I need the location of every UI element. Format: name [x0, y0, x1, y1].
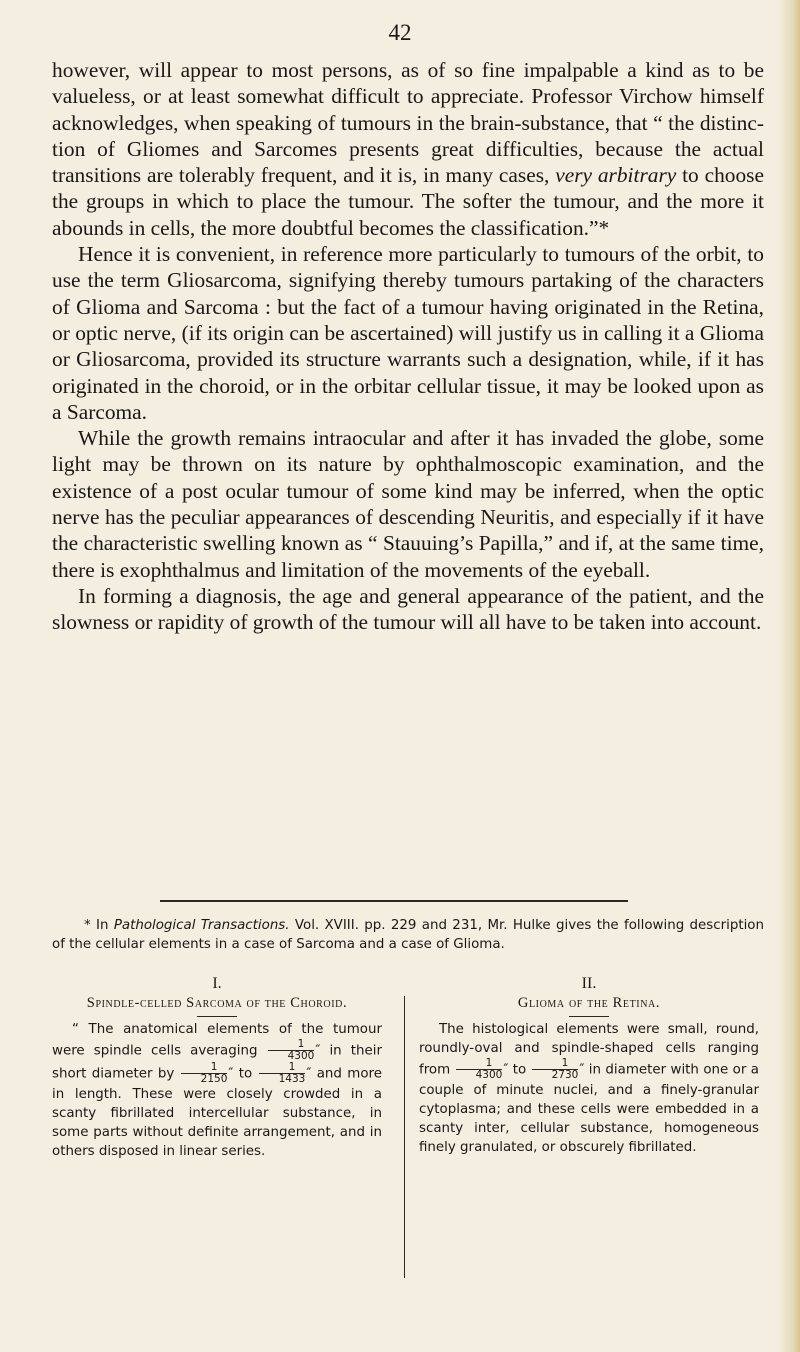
fraction-numerator: 1	[532, 1058, 579, 1070]
column-text: ″ to	[228, 1066, 258, 1082]
fraction-denominator: 4300	[287, 1050, 315, 1062]
paragraph-text: While the growth remains intraocular and after it has invaded the globe, some light may be thrown on its nature by ophthalmoscopic examination, and the existence of a post ocular tumour of some kind may be inferred, when the optic nerve has the peculiar appearances of descending Neuritis, and especially if it have the characteristic swelling known as “ Stauuing’s Papilla,” and if, at the same time, there is exophthalmus and limitation of the movements of the eyeball.	[52, 426, 764, 582]
fraction	[268, 1039, 315, 1062]
column-divider	[404, 996, 405, 1278]
page-edge-shadow	[778, 0, 800, 1352]
paragraph-text: to choose the groups in which to place the tumour. The softer the tumour, and the more it abounds in cells, the more doubtful becomes the classification.”*	[52, 163, 764, 240]
journal-title: Pathological Transactions.	[113, 918, 290, 933]
footnote-text	[52, 916, 764, 954]
italic-phrase: very arbitrary	[555, 163, 677, 188]
fraction-numerator: 1	[259, 1062, 306, 1074]
fraction	[456, 1058, 503, 1081]
footnote	[52, 916, 764, 954]
paragraph-2	[52, 241, 764, 425]
fraction-denominator: 4300	[475, 1069, 503, 1081]
column-text: ″ and more in length. These were closely crowded in a scanty fibrillated intercellular substance, in some parts without definite arrangement, and in others disposed in linear series.	[52, 1066, 382, 1159]
fraction-numerator: 1	[456, 1058, 503, 1070]
fraction	[259, 1062, 306, 1085]
paragraph-3	[52, 425, 764, 583]
footnote-columns	[52, 974, 764, 1284]
column-text: “ The anatomical elements of the tumour were spindle cells averaging	[52, 1022, 382, 1059]
column-title: Glioma of the Retina.	[517, 995, 661, 1011]
column-sarcoma	[52, 974, 382, 1161]
fraction-numerator: 1	[268, 1039, 315, 1051]
column-body	[419, 1020, 759, 1157]
column-text: ″ to	[503, 1062, 531, 1078]
footnote-body: Vol. XVIII. pp. 229 and 231, Mr. Hulke gives the following description of the cellular elements in a case of Sarcoma and a case of Glioma.	[52, 918, 764, 952]
paragraph-4	[52, 583, 764, 636]
column-text: The histological elements were small, round, roundly-oval and spindle-shaped cells ranging from	[419, 1022, 759, 1078]
column-numeral: I.	[212, 975, 222, 992]
paragraph-1	[52, 57, 764, 241]
column-body	[52, 1020, 382, 1161]
fraction-denominator: 1433	[278, 1073, 306, 1085]
column-glioma	[419, 974, 759, 1157]
fraction-denominator: 2150	[200, 1073, 228, 1085]
short-dash	[569, 1016, 609, 1017]
page-number: 42	[388, 20, 412, 45]
footnote-mark: * In	[84, 918, 114, 933]
fraction-denominator: 2730	[551, 1069, 579, 1081]
paragraph-text: however, will appear to most persons, as of so fine impalpable a kind as to be valueless, or at least somewhat difficult to appreciate. Professor Virchow himself acknowledges, when speaking of tumours in the brain-substance, that “ the distinction of Gliomes and Sarcomes presents great difficulties, because the actual transitions are tolerably frequent, and it is, in many cases,	[52, 58, 764, 188]
column-text: ″ in their short diameter by	[52, 1043, 382, 1082]
fraction-numerator: 1	[181, 1062, 228, 1074]
footnote-rule	[160, 900, 628, 902]
short-dash	[197, 1016, 237, 1017]
main-text	[52, 57, 764, 636]
paragraph-text: Hence it is convenient, in reference more particularly to tumours of the orbit, to use the term Gliosarcoma, signifying thereby tumours partaking of the characters of Glioma and Sarcoma : but the fact of a tumour having originated in the Retina, or optic nerve, (if its origin can be ascertained) will justify us in calling it a Glioma or Gliosarcoma, provided its structure warrants such a designation, while, if it has originated in the choroid, or in the orbitar cellular tissue, it may be looked upon as a Sarcoma.	[52, 242, 764, 424]
column-title: Spindle-celled Sarcoma of the Choroid.	[86, 995, 348, 1011]
column-numeral: II.	[581, 975, 597, 992]
fraction	[181, 1062, 228, 1085]
fraction	[532, 1058, 579, 1081]
paragraph-text: In forming a diagnosis, the age and general appearance of the patient, and the slowness or rapidity of growth of the tumour will all have to be taken into account.	[52, 583, 764, 635]
column-text: ″ in diameter with one or a couple of minute nuclei, and a finely-granular cytoplasma; and these cells were embedded in a scanty inter, cellular substance, homogeneous finely granulated, or obscurely fibrillated.	[419, 1062, 759, 1155]
